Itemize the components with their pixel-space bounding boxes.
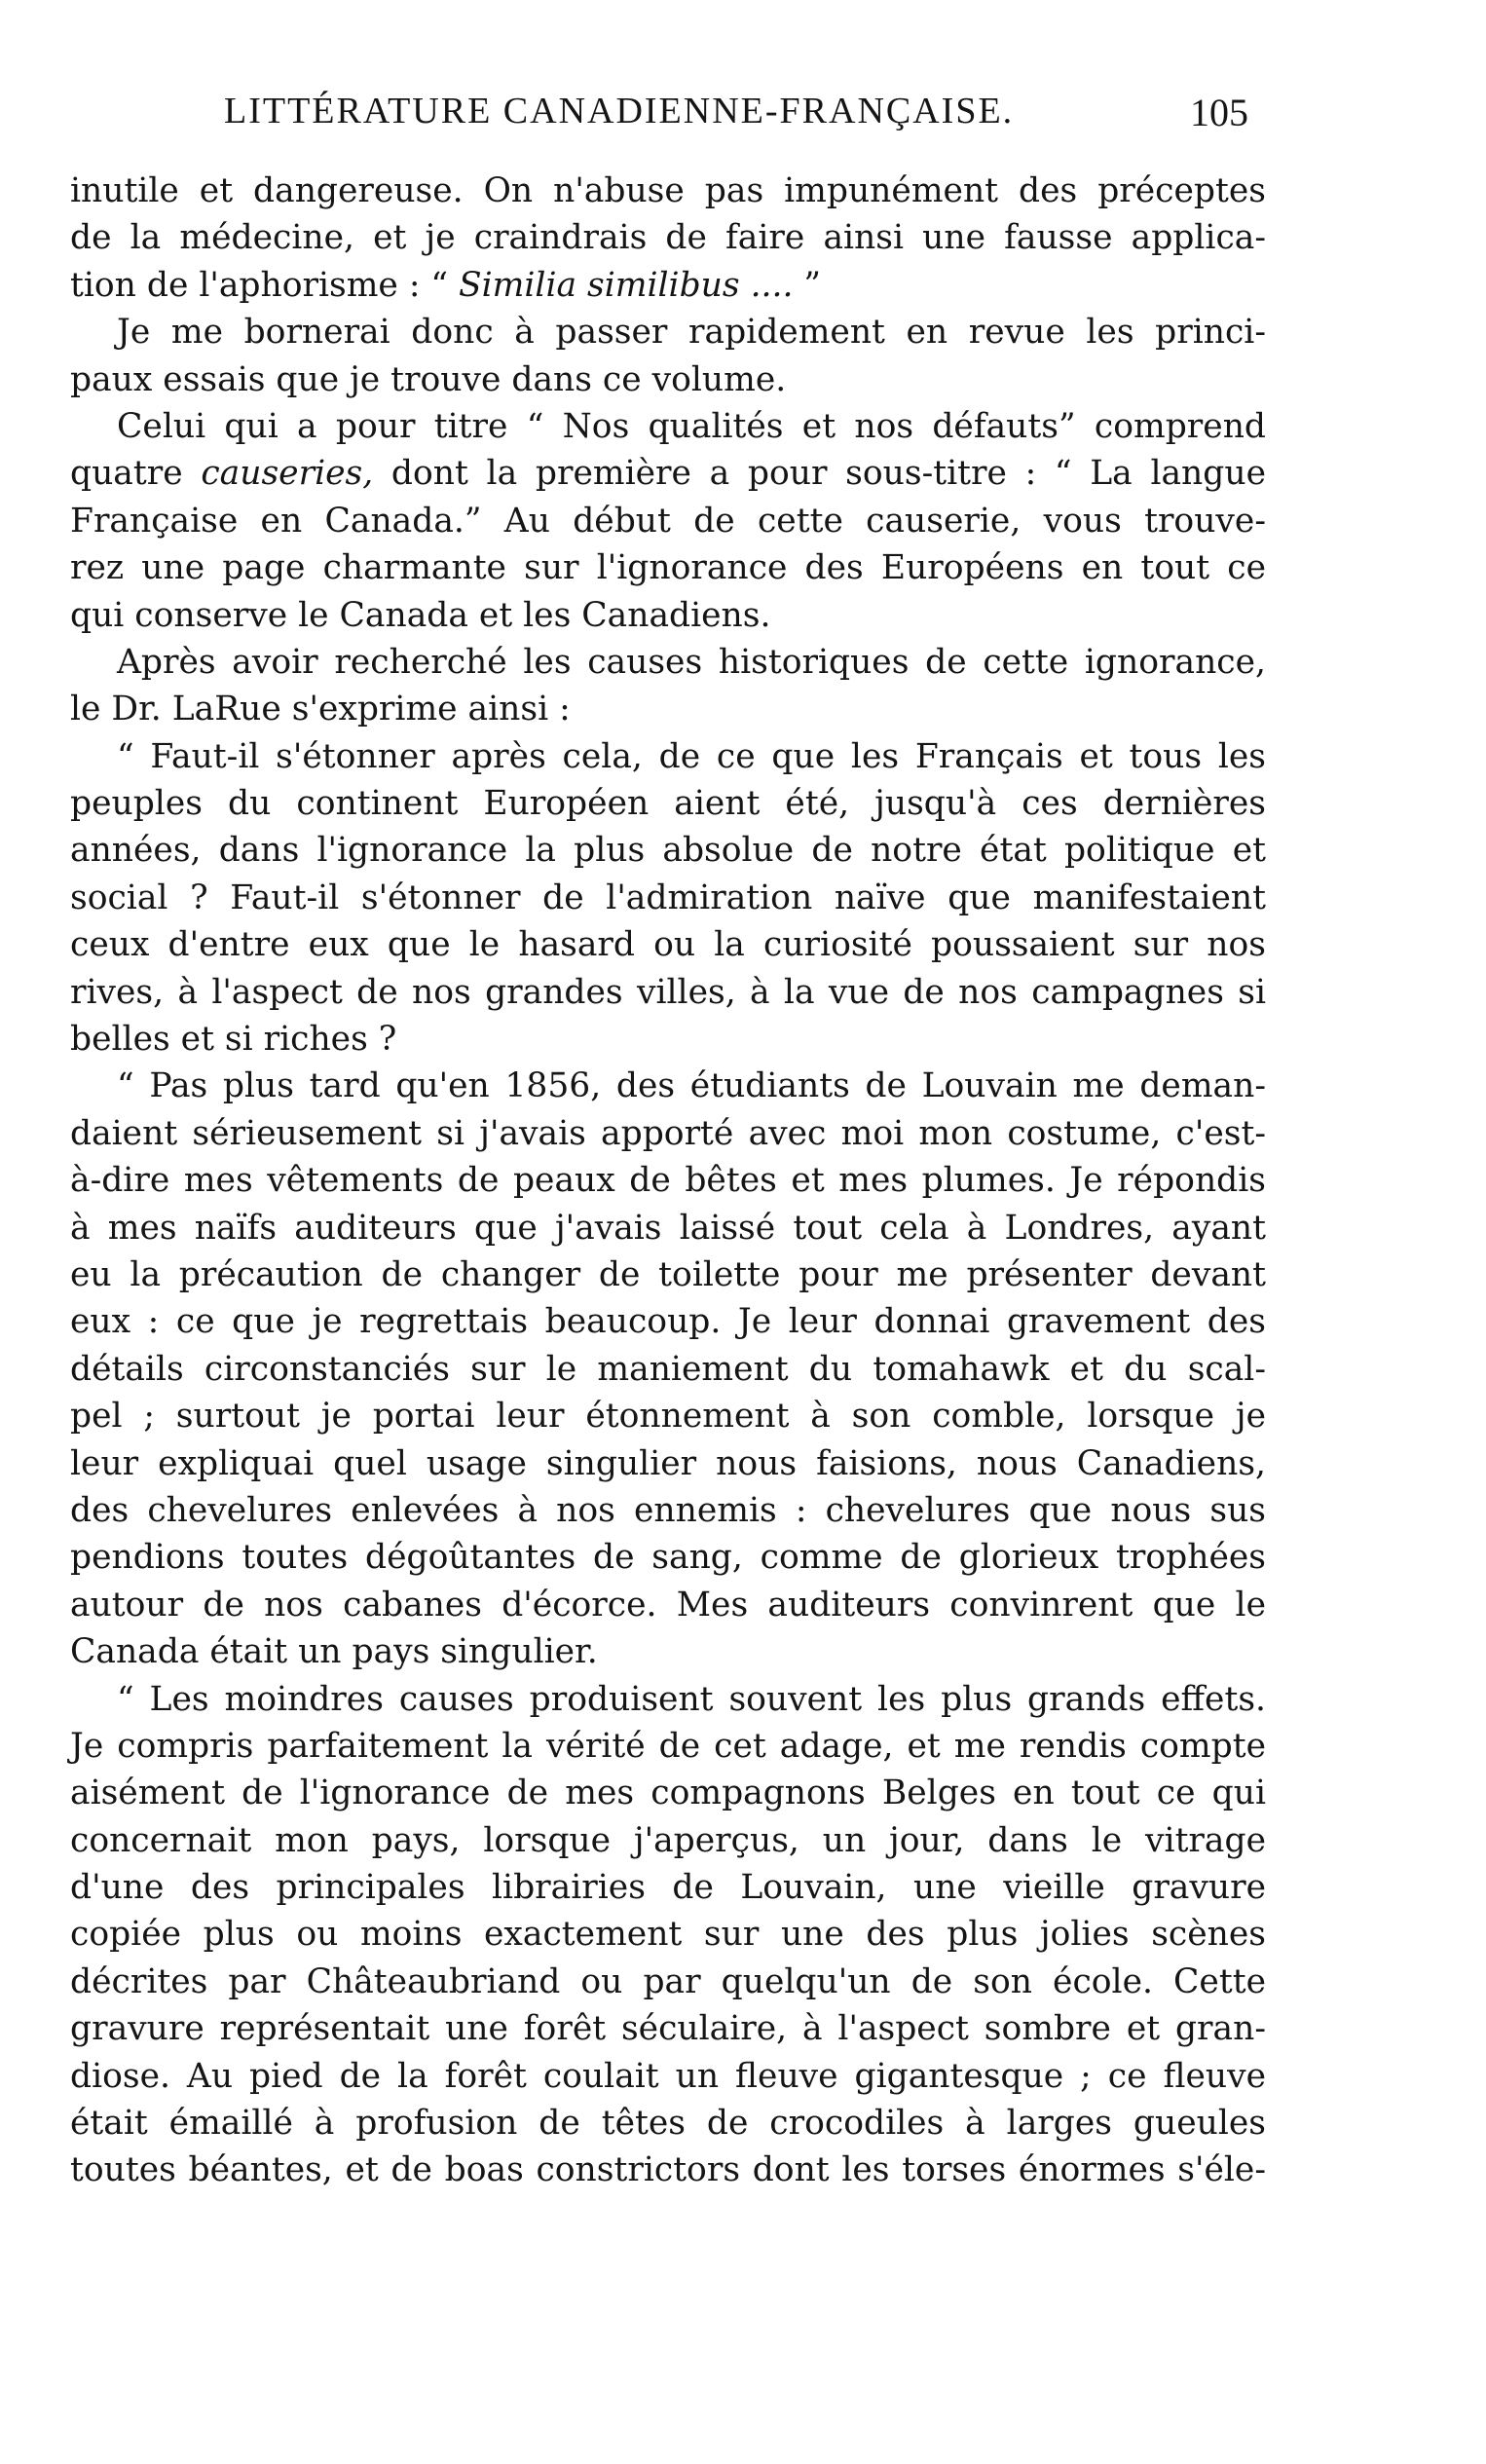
line-text: de la médecine, et je craindrais de faire ainsi une fausse applica- bbox=[70, 218, 1266, 258]
line-text: à-dire mes vêtements de peaux de bêtes et mes plumes. Je répondis bbox=[70, 1161, 1266, 1201]
text-line bbox=[70, 1582, 1266, 1628]
line-text: toutes béantes, et de boas constrictors dont les torses énormes s'éle- bbox=[70, 2150, 1266, 2190]
page-number: 105 bbox=[1190, 91, 1248, 134]
text-line bbox=[70, 639, 1266, 686]
text-line bbox=[70, 403, 1266, 450]
line-text: Après avoir recherché les causes historiques de cette ignorance, bbox=[117, 642, 1266, 682]
line-text: peuples du continent Européen aient été, jusqu'à ces dernières bbox=[70, 784, 1266, 824]
text-line bbox=[70, 1251, 1266, 1298]
text-line bbox=[70, 827, 1266, 874]
text-line bbox=[70, 592, 1266, 639]
line-text: d'une des principales librairies de Louvain, une vieille gravure bbox=[70, 1868, 1266, 1908]
text-line bbox=[70, 1440, 1266, 1487]
line-text: inutile et dangereuse. On n'abuse pas impunément des préceptes bbox=[70, 171, 1266, 210]
line-text: Je compris parfaitement la vérité de cet adage, et me rendis compte bbox=[70, 1726, 1266, 1766]
line-text: ceux d'entre eux que le hasard ou la curiosité poussaient sur nos bbox=[70, 925, 1266, 965]
italic-phrase: Similia similibus .... bbox=[459, 265, 794, 305]
text-line bbox=[70, 1723, 1266, 1770]
text-line bbox=[70, 1487, 1266, 1534]
line-text: “ Faut-il s'étonner après cela, de ce que les Français et tous les bbox=[117, 736, 1266, 776]
line-text: eux : ce que je regrettais beaucoup. Je leur donnai gravement des bbox=[70, 1302, 1266, 1342]
line-text: copiée plus ou moins exactement sur une des plus jolies scènes bbox=[70, 1915, 1266, 1955]
line-text: belles et si riches ? bbox=[70, 1020, 397, 1060]
text-line bbox=[70, 2053, 1266, 2100]
line-text-continued: ” bbox=[793, 265, 822, 305]
line-text: qui conserve le Canada et les Canadiens. bbox=[70, 595, 771, 635]
text-line bbox=[70, 214, 1266, 261]
line-text: diose. Au pied de la forêt coulait un fleuve gigantesque ; ce fleuve bbox=[70, 2056, 1266, 2096]
text-line bbox=[70, 498, 1266, 544]
line-text: quatre bbox=[70, 454, 202, 494]
text-line bbox=[70, 1864, 1266, 1911]
line-text: gravure représentait une forêt séculaire, à l'aspect sombre et gran- bbox=[70, 2009, 1266, 2049]
text-line bbox=[70, 1676, 1266, 1723]
text-line bbox=[70, 1534, 1266, 1581]
text-line bbox=[70, 309, 1266, 355]
text-line bbox=[70, 1157, 1266, 1204]
text-line bbox=[70, 1110, 1266, 1157]
italic-phrase: causeries, bbox=[201, 454, 374, 494]
line-text: Canada était un pays singulier. bbox=[70, 1632, 598, 1672]
line-text: concernait mon pays, lorsque j'aperçus, un jour, dans le vitrage bbox=[70, 1820, 1266, 1860]
line-text: eu la précaution de changer de toilette pour me présenter devant bbox=[70, 1254, 1266, 1294]
text-line bbox=[70, 168, 1266, 214]
line-text: tion de l'aphorisme : “ bbox=[70, 265, 460, 305]
text-line bbox=[70, 875, 1266, 921]
text-line bbox=[70, 686, 1266, 732]
line-text: rives, à l'aspect de nos grandes villes, à la vue de nos campagnes si bbox=[70, 972, 1266, 1012]
text-line bbox=[70, 2100, 1266, 2147]
line-text: Celui qui a pour titre “ Nos qualités et nos défauts” comprend bbox=[117, 406, 1266, 446]
running-head: LITTÉRATURE CANADIENNE-FRANÇAISE. bbox=[224, 91, 1015, 131]
text-line bbox=[70, 1628, 1266, 1675]
line-text: daient sérieusement si j'avais apporté avec moi mon costume, c'est- bbox=[70, 1113, 1266, 1153]
text-line bbox=[70, 1205, 1266, 1251]
text-line bbox=[70, 969, 1266, 1016]
line-text: leur expliquai quel usage singulier nous faisions, nous Canadiens, bbox=[70, 1443, 1266, 1483]
text-line bbox=[70, 2147, 1266, 2193]
line-text: le Dr. LaRue s'exprime ainsi : bbox=[70, 690, 571, 729]
line-text: pendions toutes dégoûtantes de sang, comme de glorieux trophées bbox=[70, 1538, 1266, 1578]
line-text: détails circonstanciés sur le maniement du tomahawk et du scal- bbox=[70, 1349, 1266, 1389]
body-text bbox=[70, 168, 1266, 2194]
text-line bbox=[70, 356, 1266, 403]
line-text: Je me bornerai donc à passer rapidement en revue les princi- bbox=[117, 313, 1266, 353]
line-text: années, dans l'ignorance la plus absolue de notre état politique et bbox=[70, 831, 1266, 871]
text-line bbox=[70, 262, 1266, 309]
text-line bbox=[70, 1770, 1266, 1816]
line-text: pel ; surtout je portai leur étonnement à son comble, lorsque je bbox=[70, 1397, 1266, 1437]
line-text-continued: dont la première a pour sous-titre : “ La langue bbox=[373, 454, 1266, 494]
line-text: des chevelures enlevées à nos ennemis : chevelures que nous sus bbox=[70, 1490, 1266, 1530]
line-text: rez une page charmante sur l'ignorance des Européens en tout ce bbox=[70, 548, 1266, 588]
text-line bbox=[70, 1959, 1266, 2005]
text-line bbox=[70, 780, 1266, 827]
line-text: autour de nos cabanes d'écorce. Mes auditeurs convinrent que le bbox=[70, 1585, 1266, 1624]
line-text: décrites par Châteaubriand ou par quelqu'un de son école. Cette bbox=[70, 1961, 1266, 2001]
text-line bbox=[70, 1817, 1266, 1864]
text-line bbox=[70, 2005, 1266, 2052]
line-text: “ Les moindres causes produisent souvent les plus grands effets. bbox=[117, 1679, 1266, 1719]
text-line bbox=[70, 1298, 1266, 1345]
line-text: aisément de l'ignorance de mes compagnons Belges en tout ce qui bbox=[70, 1773, 1266, 1813]
line-text: était émaillé à profusion de têtes de crocodiles à larges gueules bbox=[70, 2104, 1266, 2144]
text-line bbox=[70, 544, 1266, 591]
text-line bbox=[70, 1016, 1266, 1063]
line-text: Française en Canada.” Au début de cette causerie, vous trouve- bbox=[70, 501, 1266, 541]
text-line bbox=[70, 450, 1266, 497]
text-line bbox=[70, 733, 1266, 780]
text-line bbox=[70, 921, 1266, 968]
line-text: paux essais que je trouve dans ce volume. bbox=[70, 359, 787, 399]
line-text: “ Pas plus tard qu'en 1856, des étudiants de Louvain me deman- bbox=[117, 1066, 1266, 1106]
text-line bbox=[70, 1346, 1266, 1393]
line-text: à mes naïfs auditeurs que j'avais laissé tout cela à Londres, ayant bbox=[70, 1208, 1266, 1248]
text-line bbox=[70, 1911, 1266, 1958]
text-line bbox=[70, 1063, 1266, 1109]
text-line bbox=[70, 1393, 1266, 1439]
line-text: social ? Faut-il s'étonner de l'admiration naïve que manifestaient bbox=[70, 877, 1266, 917]
